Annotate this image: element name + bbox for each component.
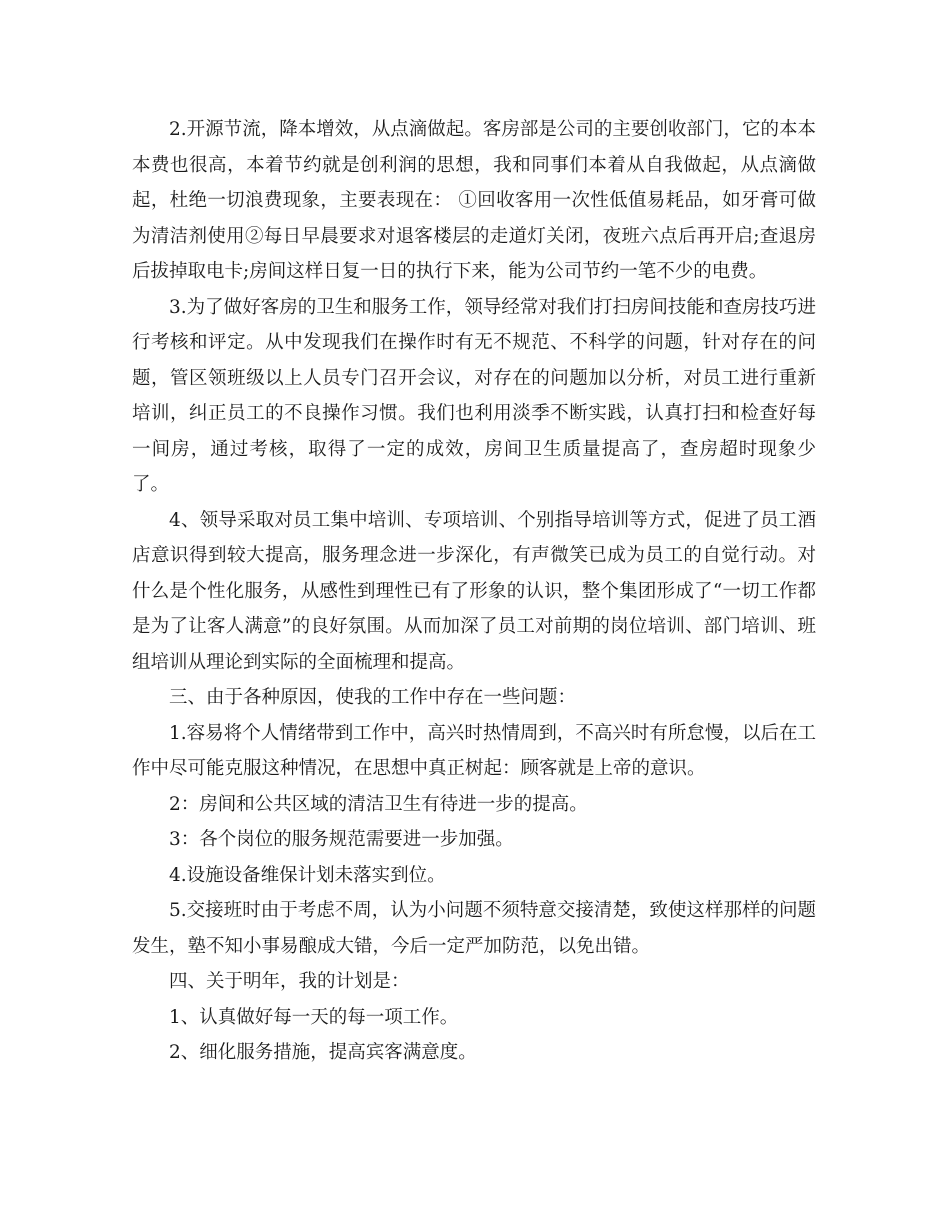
document-body [132,112,816,1071]
plan-item-1: 1、认真做好每一天的每一项工作。 [169,1006,459,1028]
problem-item-2: 2：房间和公共区域的清洁卫生有待进一步的提高。 [169,793,588,815]
section-heading-problems: 三、由于各种原因，使我的工作中存在一些问题： [169,687,577,708]
problem-item-5: 5.交接班时由于考虑不周，认为小问题不须特意交接清楚，致使这样那样的问题发生，塾不知小事易酿成大错，今后一定严加防范，以免出错。 [132,900,816,957]
problem-item-4: 4.设施设备维保计划未落实到位。 [169,864,446,886]
problem-item-3: 3：各个岗位的服务规范需要进一步加强。 [169,829,514,850]
section-heading-plan: 四、关于明年，我的计划是： [169,971,410,992]
plan-item-2: 2、细化服务措施，提高宾客满意度。 [169,1042,477,1063]
problem-item-1: 1.容易将个人情绪带到工作中，高兴时热情周到，不高兴时有所怠慢，以后在工作中尽可能克服这种情况，在思想中真正树起：顾客就是上帝的意识。 [132,722,816,779]
paragraph-room-hygiene: 3.为了做好客房的卫生和服务工作，领导经常对我们打扫房间技能和查房技巧进行考核和评定。从中发现我们在操作时有无不规范、不科学的问题，针对存在的问题，管区领班级以上人员专门召开会议，对存在的问题加以分析，对员工进行重新培训，纠正员工的不良操作习惯。我们也利用淡季不断实践，认真打扫和检查好每一间房，通过考核，取得了一定的成效，房间卫生质量提高了，查房超时现象少了。 [132,296,816,495]
paragraph-cost-saving: 2.开源节流，降本增效，从点滴做起。客房部是公司的主要创收部门，它的本本本费也很高，本着节约就是创利润的思想，我和同事们本着从自我做起，从点滴做起，杜绝一切浪费现象，主要表现在： ①回收客用一次性低值易耗品，如牙膏可做为清洁剂使用②每日早晨要求对退客楼层的走道灯关闭，夜班六点后再开启;查退房后拔掉取电卡;房间这样日复一日的执行下来，能为公司节约一笔不少的电费。 [132,119,816,282]
paragraph-training: 4、领导采取对员工集中培训、专项培训、个别指导培训等方式，促进了员工酒店意识得到较大提高，服务理念进一步深化，有声微笑已成为员工的自觉行动。对什么是个性化服务，从感性到理性已有了形象的认识，整个集团形成了“一切工作都是为了让客人满意”的良好氛围。从而加深了员工对前期的岗位培训、部门培训、班组培训从理论到实际的全面梳理和提高。 [132,509,816,673]
